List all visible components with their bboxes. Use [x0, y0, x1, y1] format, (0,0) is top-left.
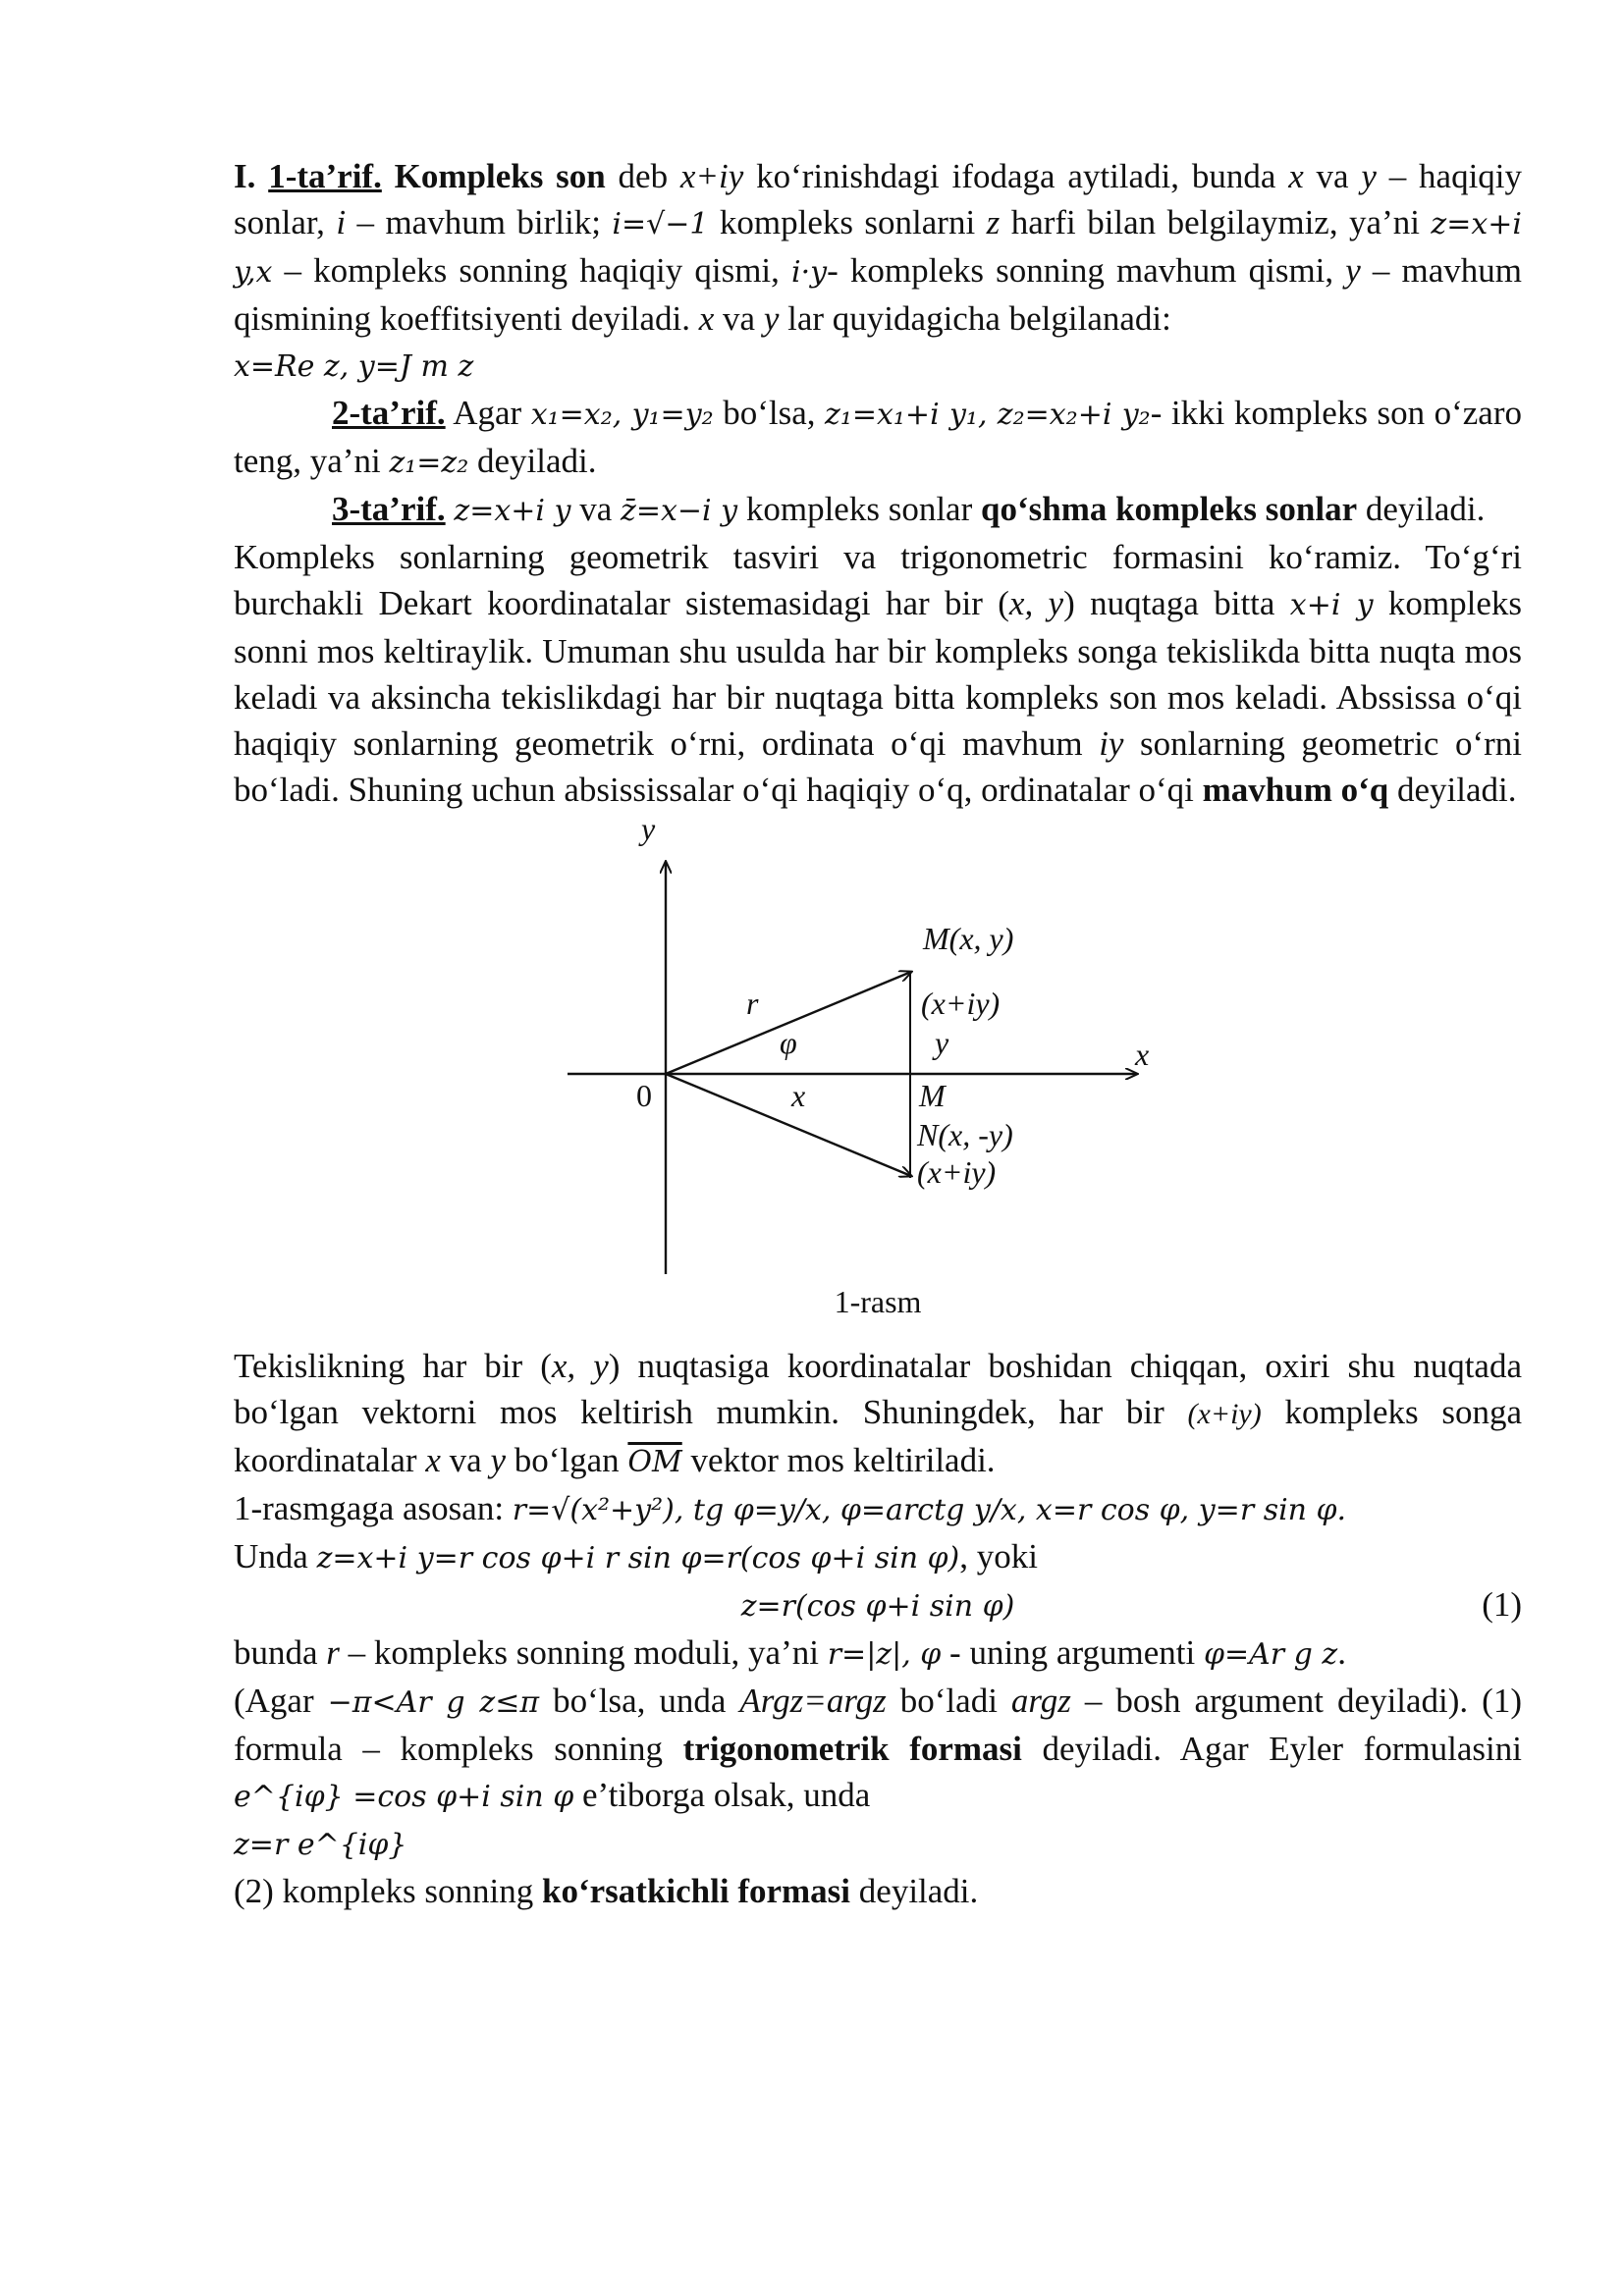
vector-paragraph: Tekislikning har bir (x, y) nuqtasiga koordinatalar boshidan chiqqan, oxiri shu nuqtada bo‘lgan vektorni mos keltirish mumkin. Shuningdek, har bir (x+iy) kompleks songa koordinatalar x va y bo‘lgan $\overline{OM}$ vektor mos keltiriladi. — [234, 1347, 1522, 1479]
term-exponential-form: ko‘rsatkichli formasi — [542, 1872, 851, 1910]
formula-polar: r=√(x²+y²), tg φ=y/x, φ=arctg y/x, x=r cos φ, y=r sin φ. — [512, 1493, 1347, 1527]
y-segment-label: y — [935, 1025, 949, 1060]
phi-label: φ — [780, 1025, 797, 1060]
term-conjugate: qo‘shma kompleks sonlar — [980, 490, 1358, 528]
equation-2: z=r e^{iφ} — [234, 1828, 407, 1862]
figure-complex-plane — [234, 813, 1522, 1343]
formula-z: z=x+i y,x — [234, 207, 1522, 290]
point-N-label: N(x, -y) — [917, 1117, 1013, 1152]
vector-ON — [666, 1074, 911, 1176]
equation-1-number: (1) — [1482, 1585, 1522, 1624]
argument-paragraph: bunda r – kompleks sonning moduli, ya’ni r=|z|, φ - uning argumenti φ=Ar g z. (Agar −π<Ar g z≤π bo‘lsa, unda Argz=argz bo‘ladi argz – bosh argument deyiladi). (1) formula – kompleks sonning trigonometrik formasi deyiladi. Agar Eyler formulasini e^{iφ} =cos φ+i sin φ e’tiborga olsak, unda — [234, 1633, 1522, 1814]
origin-label: 0 — [636, 1078, 652, 1113]
section-number: I. — [234, 157, 269, 195]
term-trigonometric-form: trigonometrik formasi — [682, 1730, 1022, 1768]
definition-3-heading: 3-ta’rif. — [332, 490, 446, 528]
term-kompleks-son: Kompleks son — [394, 157, 606, 195]
definition-3-paragraph: 3-ta’rif. z=x+i y va z̄=x−i y kompleks sonlar qo‘shma kompleks sonlar deyiladi. — [332, 490, 1486, 528]
term-imaginary-axis: mavhum o‘q — [1202, 771, 1389, 809]
formulas-paragraph: 1-rasmgaga asosan: r=√(x²+y²), tg φ=y/x, φ=arctg y/x, x=r cos φ, y=r sin φ. — [234, 1489, 1347, 1527]
y-axis-label: y — [641, 811, 656, 846]
complex-plane-diagram — [234, 813, 1522, 1284]
xiy-top-label: (x+iy) — [921, 986, 1001, 1021]
geometric-paragraph: Kompleks sonlarning geometrik tasviri va trigonometric formasini ko‘ramiz. To‘g‘ri burchakli Dekart koordinatalar sistemasidagi har bir (x, y) nuqtaga bitta x+i y kompleks sonni mos keltiraylik. Umuman shu usulda har bir kompleks songa tekislikda bitta nuqta mos keladi va aksincha tekislikdagi har bir nuqtaga bitta kompleks son mos keladi. Abssissa o‘qi haqiqiy sonlarning geometrik o‘rni, ordinata o‘qi mavhum iy sonlarning geometric o‘rni bo‘ladi. Shuning uchun absississalar o‘qi haqiqiy o‘q, ordinatalar o‘qi mavhum o‘q deyiladi. — [234, 538, 1523, 809]
definition-1-heading: 1-ta’rif. — [268, 157, 382, 195]
M-label: M — [919, 1078, 946, 1113]
equation-1: z=r(cos φ+i sin φ) (1) — [234, 1581, 1522, 1629]
definition-2-paragraph: 2-ta’rif. Agar x₁=x₂, y₁=y₂ bo‘lsa, z₁=x₁+i y₁, z₂=x₂+i y₂- ikki kompleks son o‘zaro teng, ya’ni z₁=z₂ deyiladi. — [234, 394, 1522, 480]
unda-paragraph: Unda z=x+i y=r cos φ+i r sin φ=r(cos φ+i sin φ), yoki — [234, 1537, 1038, 1575]
figure-caption: 1-rasm — [834, 1284, 922, 1319]
r-label: r — [746, 986, 759, 1021]
exponential-form-paragraph: (2) kompleks sonning ko‘rsatkichli formasi deyiladi. — [234, 1872, 979, 1910]
document-page — [234, 153, 1522, 1914]
equation-re-im: x=Re z, y=J m z — [234, 349, 474, 384]
x-axis-label: x — [1135, 1037, 1150, 1072]
formula-euler: e^{iφ} =cos φ+i sin φ — [234, 1780, 574, 1814]
point-M-label: M(x, y) — [923, 921, 1014, 956]
xiy-bottom-label: (x+iy) — [917, 1154, 997, 1190]
x-segment-label: x — [791, 1078, 806, 1113]
vector-OM-text: $\overline{OM}$ — [627, 1445, 682, 1479]
definition-1-paragraph: I. 1-ta’rif. Kompleks son deb x+iy ko‘rinishdagi ifodaga aytiladi, bunda x va y – haqiqiy sonlar, i – mavhum birlik; i=√−1 kompleks sonlarni z harfi bilan belgilaymiz, ya’ni z=x+i y,x – kompleks sonning haqiqiy qismi, i·y- kompleks sonning mavhum qismi, y – mavhum qismining koeffitsiyenti deyiladi. x va y lar quyidagicha belgilanadi: — [234, 157, 1523, 338]
formula-imaginary-unit: i=√−1 — [612, 207, 709, 241]
definition-2-heading: 2-ta’rif. — [332, 394, 446, 432]
